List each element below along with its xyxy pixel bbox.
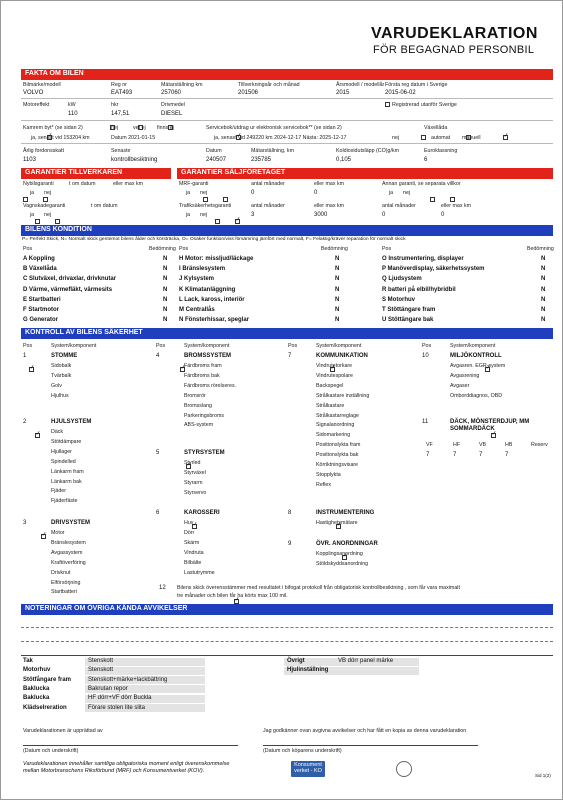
mrf-label: MRF-garanti [179, 181, 209, 187]
manuell-checkbox[interactable] [503, 135, 508, 140]
fact-label: Första reg datum i Sverige [385, 82, 448, 88]
tread-label: VF [426, 442, 433, 448]
group-item: Stopplykta [316, 471, 341, 478]
kondition-grade: N [163, 276, 168, 283]
logo-text-1: Konsument [294, 762, 322, 768]
nybil-ja-checkbox[interactable] [23, 197, 28, 202]
group-item: Omborddiagnos, OBD [450, 392, 503, 399]
group-item: Parkeringsbroms [184, 412, 225, 419]
trafik-km-value: 3000 [314, 212, 328, 218]
kondition-grade: N [541, 296, 546, 303]
group-item: Kopplingsanordning [316, 551, 363, 557]
note-value[interactable]: Bakrutan repor [88, 685, 128, 692]
group-number: 10 [422, 353, 429, 359]
note-value[interactable]: Förare stolen lite slita [88, 704, 146, 711]
group-item: Golv [51, 382, 62, 389]
group-item: Tvärbalk [51, 372, 72, 379]
kondition-item: I Bränslesystem [179, 266, 226, 273]
group-item: Hjullager [51, 448, 72, 455]
annan-max-label: eller max km [441, 203, 472, 209]
group-item: Bilbälte [184, 559, 202, 566]
datum-underskrift-label: (Datum och underskrift) [23, 748, 79, 754]
group-item: Vindrutetorkare [316, 363, 353, 369]
group-item: Avgaser [450, 382, 470, 389]
kontroll-pos-header: Pos [23, 343, 33, 349]
vagnskade-label: Vagnskadegaranti [23, 203, 66, 209]
note-label: Baklucka [23, 695, 50, 702]
kondition-pos-header: Pos [23, 246, 33, 252]
mrf-antal-label: antal månader [251, 181, 285, 187]
registrerad-label: Registrerad utanför Sverige [392, 102, 457, 108]
tread-value: 7 [453, 452, 457, 458]
trafik-max-label: eller max km [314, 203, 345, 209]
note-label: Stötfångare fram [23, 676, 72, 683]
fact-label: hkr [111, 102, 119, 108]
group-title: STYRSYSTEM [184, 450, 225, 456]
group-title: ÖVR. ANORDNINGAR [316, 541, 378, 547]
kondition-item: H Motor: missljud/läckage [179, 256, 254, 262]
fact-label: Motoreffekt [23, 102, 50, 108]
registrerad-utanfor-checkbox[interactable] [385, 102, 390, 107]
kondition-grade: N [541, 256, 546, 262]
kondition-item: C Slutväxel, drivaxlar, drivknutar [23, 276, 117, 283]
kondition-grade: N [163, 296, 168, 303]
godkanner-label: Jag godkänner ovan avgivna avvikelser och har fått en kopia av denna varudeklaration [263, 728, 467, 734]
datum-kopare-label: (Datum och köparens underskrift) [263, 748, 342, 754]
fact-value: 147,51 [111, 111, 130, 117]
kondition-grade: N [335, 266, 340, 273]
kontroll-sys-header: System/komponent [51, 343, 97, 349]
group-item: Avgasren. EGR-system [450, 363, 506, 369]
kondition-grade: N [335, 286, 340, 293]
logo-text-2: verket - KO [294, 768, 322, 775]
group-title: KAROSSERI [184, 510, 220, 516]
fact-label: kW [68, 102, 76, 108]
annan-antal-label: antal månader [382, 203, 416, 209]
group-item: Vindrutespolare [316, 372, 354, 379]
annan-nej-label: nej [403, 190, 411, 196]
kondition-bed-header: Bedömning [321, 246, 348, 252]
group-item: Signalanordning [316, 422, 355, 429]
kondition-grade: N [163, 286, 168, 293]
group-item: Färdbroms rörelseres. [184, 382, 237, 389]
group-item: Skärm [184, 539, 200, 546]
kondition-item: A Koppling [23, 256, 55, 262]
note-value[interactable]: HF dörr+VF dörr Buckla [88, 695, 152, 702]
kondition-item: U Stöttängare bak [382, 317, 434, 324]
group-item: Stöldskyddsanordning [316, 560, 369, 567]
group-item: Spindelled [51, 458, 76, 465]
disclaimer-line-2: mellan Motorbranschens Riksförbund (MRF) och Konsumentverket (KOV). [23, 768, 205, 774]
group-item: Drivknut [51, 569, 71, 576]
fact-label: Reg nr [111, 82, 127, 88]
kondition-grade: N [163, 317, 168, 324]
group-item: Positionslykta bak [316, 452, 359, 459]
kondition-item: K Klimatanläggning [179, 286, 236, 293]
signature-line-buyer[interactable] [263, 745, 478, 746]
group-checkbox[interactable] [35, 433, 40, 438]
fact-value: 6 [424, 157, 428, 163]
fact-label: Årsmodell / modellår [336, 82, 385, 88]
group-item: Avgassystem [51, 549, 83, 556]
fact-value: 201506 [238, 90, 259, 96]
note-label: Tak [23, 658, 33, 664]
annan-ja-checkbox[interactable] [430, 197, 435, 202]
trafik-ja-checkbox[interactable] [215, 219, 220, 224]
section-bar-kondition: BILENS KONDITION [21, 225, 553, 236]
group-item: Fjäderfäste [51, 498, 78, 505]
kondition-item: O Instrumentering, displayer [382, 256, 464, 262]
group-item: Strålkastarreglage [316, 412, 359, 419]
section-bar-noteringar: NOTERINGAR OM ÖVRIGA KÄNDA AVVIKELSER [21, 604, 553, 615]
fact-label: Mätarställning, km [251, 148, 294, 154]
group-item: Avgasrening [450, 372, 480, 379]
group-title: BROMSSYSTEM [184, 353, 232, 359]
group-checkbox[interactable] [41, 534, 46, 539]
fact-value: 240507 [206, 157, 227, 163]
note12-text: Bilens skick överensstämmer med resultatet i bifogat protokoll från obligatorisk kontrollbesiktning , som får vara maximalt [177, 585, 460, 591]
kamrem-label: Kamrem byt* (se sidan 2) [23, 125, 83, 131]
fact-label: Euroklassning [424, 148, 458, 154]
nybil-nej-label: nej [44, 190, 52, 196]
nybil-max-label: eller max km [113, 181, 144, 187]
kamrem-vet-ej-label: vet ej [133, 125, 146, 131]
kondition-grade: N [163, 266, 168, 273]
mrf-ja-checkbox[interactable] [203, 197, 208, 202]
manuell-label: manuell [462, 135, 481, 141]
group-item: Styrarm [184, 479, 203, 486]
note-value[interactable]: Stenskott+märke+lackbättring [88, 676, 168, 683]
tread-label: HB [505, 442, 513, 448]
group-item: Sidomarkering [316, 432, 351, 439]
mrf-manader-value: 0 [251, 190, 255, 196]
kamrem-datum: Datum 2021-01-15 [111, 135, 156, 141]
kondition-pos-header: Pos [179, 246, 189, 252]
fact-value: 2015 [336, 90, 350, 96]
disclaimer-line-1: Varudeklarationen innehåller samtliga obligatoriska moment enligt överenskommelse [23, 761, 230, 767]
group-number: 11 [422, 419, 429, 425]
group-item: Strålkastare [316, 402, 345, 409]
group-item: Färdbroms fram [184, 363, 222, 369]
kondition-grade: N [541, 317, 546, 324]
mrf-nej-label: nej [200, 190, 208, 196]
group-number: 8 [288, 510, 292, 516]
notes-rule [21, 655, 553, 656]
vagnskade-nej-checkbox[interactable] [55, 219, 60, 224]
group-item: Kraftöverföring [51, 559, 86, 566]
group-item: Elförsörjning [51, 579, 81, 586]
kondition-bed-header: Bedömning [527, 246, 554, 252]
kondition-grade: N [541, 276, 546, 283]
section-bar-garanti-tillverkaren: GARANTIER TILLVERKAREN [21, 168, 171, 179]
divider [21, 143, 553, 144]
kamrem-nej-label: nej [111, 125, 119, 131]
group-item: Färdbroms bak [184, 372, 220, 379]
section-bar-kontroll: KONTROLL AV BILENS SÄKERHET [21, 328, 553, 339]
group-item: Backspegel [316, 382, 344, 389]
group-item: Fjäder [51, 488, 67, 495]
fact-value: 2015-06-02 [385, 90, 416, 96]
kondition-grade: N [163, 256, 168, 262]
note-value[interactable]: Stenskott [88, 658, 114, 664]
group-title: STOMME [51, 353, 78, 359]
page-number: Sid 1(2) [535, 773, 551, 778]
tread-label: Reserv [531, 442, 548, 448]
group-item: Hjulhus [51, 392, 69, 399]
group-item: Styrväxel [184, 469, 206, 476]
vagnskade-nej-label: nej [44, 212, 52, 218]
fact-label: Koldioxidutsläpp (CO)g/km [336, 148, 399, 154]
kondition-item: N Fönsterhissar, speglar [179, 317, 250, 324]
section-bar-fakta: FAKTA OM BILEN [21, 69, 553, 80]
group-item: Lastutrymme [184, 569, 215, 576]
kontroll-sys-header: System/komponent [184, 343, 230, 349]
group-title: INSTRUMENTERING [316, 510, 375, 516]
group-item: Huv [184, 520, 194, 526]
tread-label: HF [453, 442, 461, 448]
note12-number: 12 [159, 585, 166, 591]
service-nej-checkbox[interactable] [421, 135, 426, 140]
service-ja-label: ja, senast vid 249220 km 2024-12-17 Nästa: 2025-12-17 [214, 135, 347, 141]
group-number: 2 [23, 419, 27, 425]
vagnskade-tom-label: t om datum [91, 203, 118, 209]
fact-value: 1103 [23, 157, 36, 163]
fact-label: Mätarställning km [161, 82, 203, 88]
group-number: 9 [288, 541, 292, 547]
annan-ja-label: ja [389, 190, 394, 196]
annan-label: Annan garanti, se separata villkor [382, 181, 461, 187]
kontroll-sys-header: System/komponent [450, 343, 496, 349]
kondition-bed-header: Bedömning [149, 246, 176, 252]
trafik-ja-label: ja [186, 212, 191, 218]
kontroll-sys-header: System/komponent [316, 343, 362, 349]
kondition-grade: N [335, 296, 340, 303]
fact-value: 0,105 [336, 157, 352, 163]
fact-value: 257060 [161, 90, 182, 96]
group-item: Positionslykta fram [316, 442, 361, 449]
upprattad-label: Varudeklarationen är upprättad av [23, 728, 103, 734]
fact-label: Senaste [111, 148, 131, 154]
kondition-grade: N [541, 307, 546, 313]
vagnskade-ja-label: ja [30, 212, 35, 218]
note-label: Övrigt [287, 658, 305, 664]
annan-km-value: 0 [441, 212, 445, 218]
group-item: Styrservo [184, 489, 207, 496]
kondition-item: T Stöttängare fram [382, 307, 436, 313]
kondition-item: G Generator [23, 317, 59, 324]
kondition-item: R batteri på elbil/hybridbil [382, 286, 456, 293]
nybil-nej-checkbox[interactable] [43, 197, 48, 202]
group-number: 7 [288, 353, 292, 359]
kondition-item: E Startbatteri [23, 296, 61, 303]
kondition-item: D Värme, värmefläkt, värmesits [23, 286, 113, 293]
fact-value: 235785 [251, 157, 272, 163]
kontroll-pos-header: Pos [156, 343, 166, 349]
fact-value: VOLVO [23, 90, 44, 96]
group-item: Sidobalk [51, 363, 72, 369]
note-line [21, 627, 553, 628]
kondition-grade: N [541, 286, 546, 293]
group-item: Körriktningsvisare [316, 462, 359, 468]
kondition-grade: N [335, 256, 340, 262]
group-title: MILJÖKONTROLL [450, 353, 502, 359]
kondition-item: J Kylsystem [179, 276, 215, 283]
group-item: Hastighetsmätare [316, 520, 358, 526]
nybilsgaranti-label: Nybilsgaranti [23, 181, 54, 187]
group-number: 5 [156, 450, 160, 456]
group-number: 1 [23, 353, 27, 359]
fact-label: Datum [206, 148, 222, 154]
group-title: DÄCK, MÖNSTERDJUP, MM SOMMARDÄCK [450, 419, 530, 432]
group-item: Bromsslang [184, 402, 212, 409]
group-title: HJULSYSTEM [51, 419, 92, 425]
group-checkbox[interactable] [29, 367, 34, 372]
note-value[interactable]: Stenskott [88, 667, 114, 674]
fact-label: Årlig fordonsskatt [23, 148, 64, 154]
vaxellada-label: Växellåda [424, 125, 448, 131]
mrf-seal-icon [396, 761, 412, 777]
fact-value: DIESEL [161, 111, 183, 117]
group-item: Länkarm bak [51, 478, 82, 485]
group-item: Länkarm fram [51, 468, 84, 475]
kondition-item: S Motorhuv [382, 296, 415, 303]
note-line [21, 641, 553, 642]
kondition-grade: N [163, 307, 168, 313]
group-number: 6 [156, 510, 160, 516]
group-item: Vindruta [184, 549, 204, 556]
fact-value: EAT493 [111, 90, 133, 96]
vagnskade-ja-checkbox[interactable] [35, 219, 40, 224]
group-item: Reflex [316, 481, 332, 488]
group-item: Strålkastare inställning [316, 392, 370, 399]
automat-label: automat [431, 135, 451, 141]
section-bar-garanti-saljforetaget: GARANTIER SÄLJFÖRETAGET [177, 168, 553, 179]
kondition-item: L Lack, kaross, interiör [179, 296, 245, 303]
kondition-item: B Växellåda [23, 266, 57, 273]
tread-value: 7 [479, 452, 483, 458]
kondition-item: Q Ljudsystem [382, 276, 422, 283]
kontroll-pos-header: Pos [422, 343, 432, 349]
annan-manader-value: 0 [382, 212, 386, 218]
signature-line-seller[interactable] [23, 745, 238, 746]
konsumentverket-logo [291, 761, 325, 777]
note-label: Hjulinställning [287, 667, 329, 674]
group-number: 4 [156, 353, 160, 359]
service-nej-label: nej [392, 135, 400, 141]
fact-label: Tillverkningsår och månad [238, 82, 300, 88]
trafik-label: Trafiksäkerhetsgaranti [179, 203, 232, 209]
group-item: Motor [51, 530, 65, 536]
note12-text-2: tre månader och bilen får ha körts max 100 mil. [177, 593, 288, 599]
kondition-pos-header: Pos [382, 246, 392, 252]
group-item: Styrled [184, 460, 201, 466]
divider [21, 120, 553, 121]
kontroll-pos-header: Pos [288, 343, 298, 349]
nybil-tom-label: t om datum [69, 181, 96, 187]
tread-value: 7 [426, 452, 430, 458]
fact-label: Drivmedel [161, 102, 185, 108]
group-item: Däck [51, 429, 64, 435]
group-item: Bromsrör [184, 392, 206, 399]
page-title: VARUDEKLARATION [371, 25, 538, 42]
annan-nej-checkbox[interactable] [450, 197, 455, 202]
kondition-item: P Manöverdisplay, säkerhetssystem [382, 266, 485, 273]
note-label: Baklucka [23, 685, 50, 692]
mrf-km-value: 0 [314, 190, 318, 196]
note-label: Motorhuv [23, 667, 51, 674]
group-title: DRIVSYSTEM [51, 520, 91, 526]
trafik-nej-checkbox[interactable] [235, 219, 240, 224]
group-checkbox[interactable] [491, 433, 496, 438]
group-title: KOMMUNIKATION [316, 353, 368, 359]
fact-label: Bilmärke/modell [23, 82, 61, 88]
kondition-grade: N [541, 266, 546, 273]
page-subtitle: FÖR BEGAGNAD PERSONBIL [373, 44, 535, 56]
group-item: ABS-system [184, 422, 214, 429]
note-label: Klädselreration [23, 704, 67, 711]
group-item: Dörr [184, 529, 195, 536]
divider [21, 98, 553, 99]
group-item: Bränslesystem [51, 539, 86, 546]
group-item: Startbatteri [51, 589, 77, 596]
trafik-nej-label: nej [200, 212, 208, 218]
kondition-legend: P= Perfekt Skick, N= Normalt skick gentemot bilens ålder och körsträcka, O= Osäker funktion/viss försämring jämfört med normalt, F= Felaktig/kräver reparation för normalt skick [22, 237, 406, 242]
service-label: Servicebok/utdrag ur elektronisk servicebok** (se sidan 2) [206, 125, 342, 131]
kondition-grade: N [335, 307, 340, 313]
kamrem-finns-ej-label: finns ej [157, 125, 174, 131]
mrf-nej-checkbox[interactable] [223, 197, 228, 202]
kamrem-ja-label: ja, senast vid 153204 km [31, 135, 90, 141]
tread-label: VB [479, 442, 487, 448]
kondition-item: F Startmotor [23, 307, 59, 313]
fact-value: 110 [68, 111, 78, 117]
mrf-max-label: eller max km [314, 181, 345, 187]
trafik-manader-value: 3 [251, 212, 255, 218]
kondition-item: M Centrallås [179, 307, 215, 313]
mrf-ja-label: ja [186, 190, 191, 196]
kondition-grade: N [335, 317, 340, 324]
group-number: 3 [23, 520, 27, 526]
fact-value: kontrollbesiktning [111, 157, 158, 163]
note-value[interactable]: VB dörr panel märke [338, 658, 394, 664]
tread-value: 7 [505, 452, 509, 458]
kondition-grade: N [335, 276, 340, 283]
trafik-antal-label: antal månader [251, 203, 285, 209]
group-item: Stötdämpare [51, 438, 82, 445]
nybil-ja-label: ja [30, 190, 35, 196]
